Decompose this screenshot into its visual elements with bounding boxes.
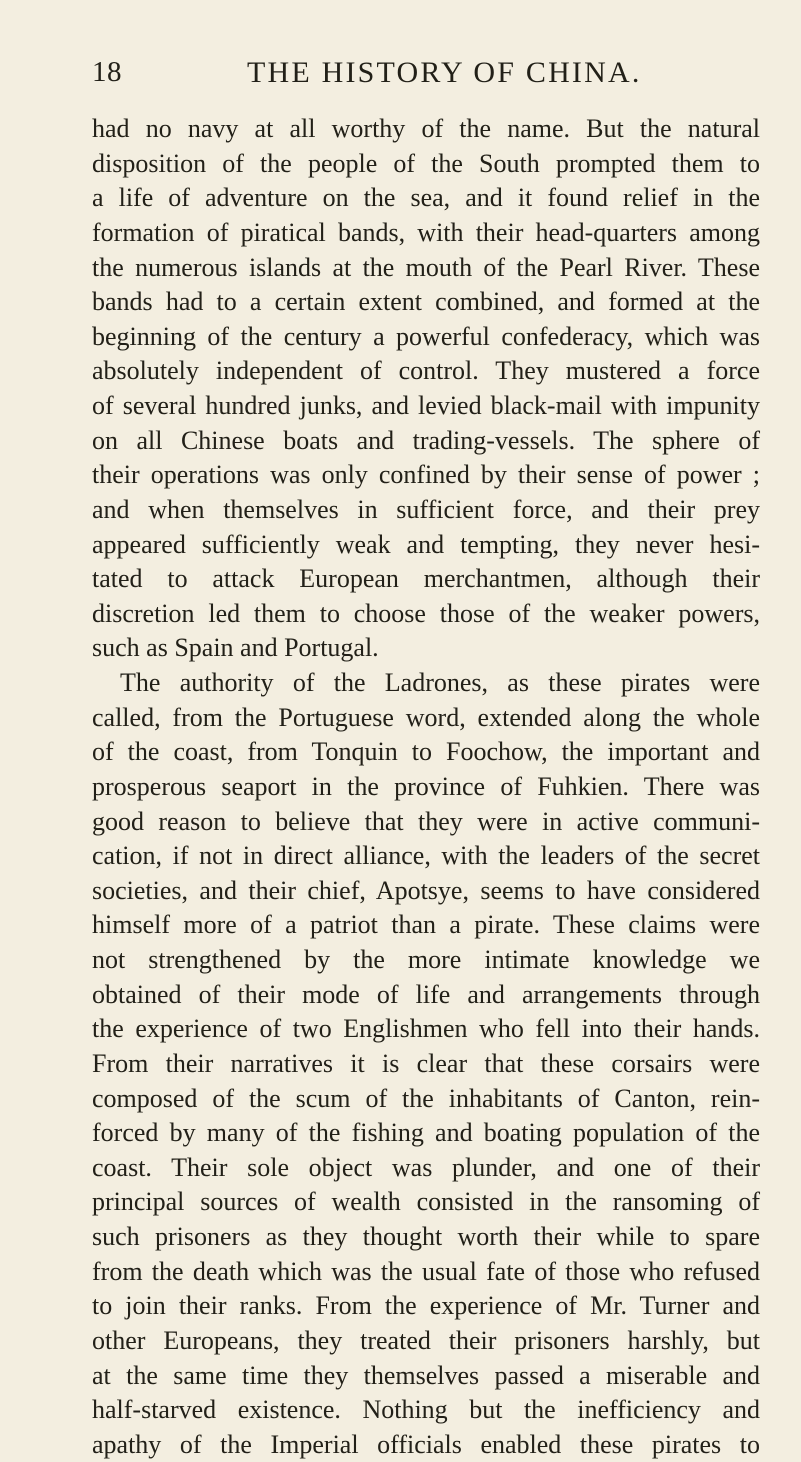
- text-line: principal sources of wealth consisted in the ransoming of: [92, 1187, 760, 1217]
- text-line: discretion led them to choose those of the weaker powers,: [92, 598, 760, 628]
- paragraph-end-line: such as Spain and Portugal.: [92, 633, 379, 663]
- running-title: THE HISTORY OF CHINA.: [247, 56, 642, 89]
- body-text: [92, 112, 760, 1462]
- text-line: cation, if not in direct alliance, with the leaders of the secret: [92, 841, 760, 871]
- text-line: apathy of the Imperial officials enabled these pirates to: [92, 1429, 760, 1459]
- text-line: societies, and their chief, Apotsye, seems to have considered: [92, 875, 760, 905]
- text-line: their operations was only confined by their sense of power ;: [92, 460, 760, 490]
- text-line: the numerous islands at the mouth of the Pearl River. These: [92, 252, 760, 282]
- text-line: of the coast, from Tonquin to Foochow, the important and: [92, 737, 760, 767]
- text-line: had no navy at all worthy of the name. But the natural: [92, 114, 760, 143]
- text-line: half-starved existence. Nothing but the inefficiency and: [92, 1395, 760, 1425]
- text-line: tated to attack European merchantmen, although their: [92, 564, 760, 594]
- text-line: on all Chinese boats and trading-vessels. The sphere of: [92, 425, 760, 455]
- text-line: at the same time they themselves passed a miserable and: [92, 1360, 760, 1390]
- text-line: beginning of the century a powerful confederacy, which was: [92, 321, 760, 351]
- text-line: disposition of the people of the South prompted them to: [92, 148, 760, 178]
- text-line: the experience of two Englishmen who fell into their hands.: [92, 1014, 760, 1044]
- text-line: from the death which was the usual fate of those who refused: [92, 1256, 760, 1286]
- text-line: and when themselves in sufficient force, and their prey: [92, 494, 760, 524]
- text-line: coast. Their sole object was plunder, and one of their: [92, 1152, 760, 1182]
- text-line: prosperous seaport in the province of Fuhkien. There was: [92, 771, 760, 801]
- text-line: called, from the Portuguese word, extended along the whole: [92, 702, 760, 732]
- text-line: forced by many of the fishing and boating population of the: [92, 1118, 760, 1148]
- text-line: good reason to believe that they were in active communi-: [92, 806, 760, 836]
- text-line: appeared sufficiently weak and tempting, they never hesi-: [92, 529, 760, 559]
- text-line: From their narratives it is clear that these corsairs were: [92, 1048, 760, 1078]
- running-head: [92, 56, 745, 96]
- text-line: not strengthened by the more intimate knowledge we: [92, 945, 760, 974]
- page-number: 18: [92, 56, 122, 88]
- text-line: formation of piratical bands, with their head-quarters among: [92, 217, 760, 247]
- paragraph-start-line: The authority of the Ladrones, as these pirates were: [120, 668, 760, 697]
- text-line: obtained of their mode of life and arrangements through: [92, 979, 760, 1009]
- text-line: other Europeans, they treated their prisoners harshly, but: [92, 1325, 760, 1355]
- text-line: absolutely independent of control. They mustered a force: [92, 356, 760, 386]
- text-line: himself more of a patriot than a pirate. These claims were: [92, 910, 760, 940]
- text-line: to join their ranks. From the experience of Mr. Turner and: [92, 1291, 760, 1321]
- text-line: a life of adventure on the sea, and it found relief in the: [92, 183, 760, 213]
- text-line: bands had to a certain extent combined, and formed at the: [92, 287, 760, 317]
- text-line: such prisoners as they thought worth their while to spare: [92, 1222, 760, 1251]
- text-line: of several hundred junks, and levied black-mail with impunity: [92, 391, 760, 420]
- text-line: composed of the scum of the inhabitants of Canton, rein-: [92, 1083, 760, 1113]
